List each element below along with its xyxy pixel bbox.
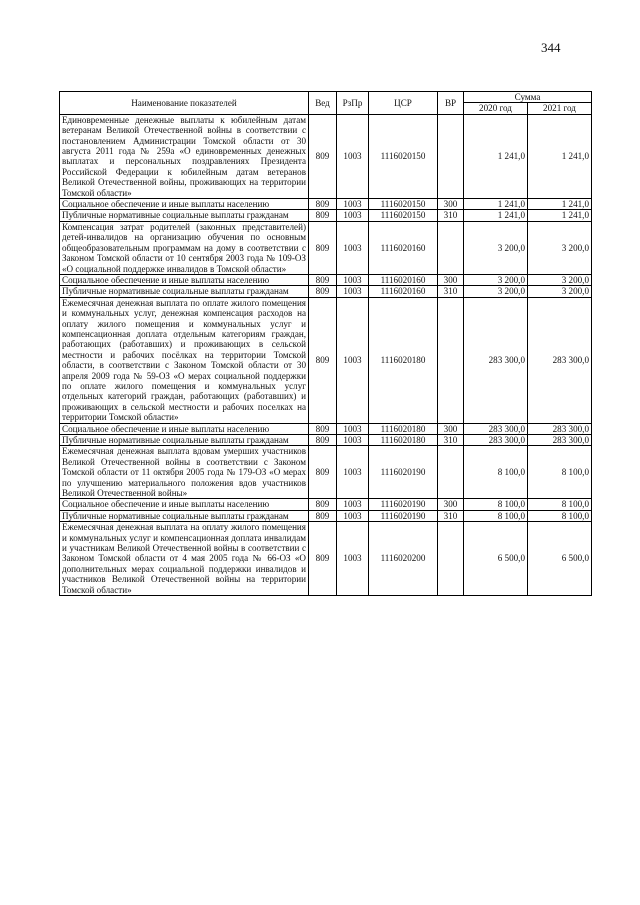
row-vr: 310 [438, 210, 464, 221]
row-name: Социальное обеспечение и иные выплаты населению [60, 199, 309, 210]
table-row [60, 114, 592, 198]
row-sum-2020: 283 300,0 [464, 423, 528, 434]
row-name: Социальное обеспечение и иные выплаты населению [60, 274, 309, 285]
row-csr: 1116020160 [369, 286, 438, 297]
row-sum-2020: 1 241,0 [464, 210, 528, 221]
row-sum-2020: 8 100,0 [464, 510, 528, 521]
row-sum-2020: 283 300,0 [464, 435, 528, 446]
row-rzpr: 1003 [337, 274, 369, 285]
row-vr [438, 522, 464, 596]
row-csr: 1116020180 [369, 423, 438, 434]
row-csr: 1116020160 [369, 274, 438, 285]
row-sum-2020: 6 500,0 [464, 522, 528, 596]
row-rzpr: 1003 [337, 499, 369, 510]
row-name: Компенсация затрат родителей (законных представителей) детей-инвалидов на организацию обучения по основным общеобразовательным программам на дому в соответствии с Законом Томской области от 10 сентября 2003 года № 109-ОЗ «О социальной поддержке инвалидов в Томской области» [60, 221, 309, 274]
row-sum-2021: 3 200,0 [528, 221, 592, 274]
row-vr [438, 221, 464, 274]
row-ved: 809 [309, 510, 337, 521]
table-row [60, 499, 592, 510]
row-ved: 809 [309, 297, 337, 423]
header-name: Наименование показателей [60, 92, 309, 115]
row-csr: 1116020190 [369, 510, 438, 521]
header-vr: ВР [438, 92, 464, 115]
row-csr: 1116020160 [369, 221, 438, 274]
row-rzpr: 1003 [337, 199, 369, 210]
budget-table [59, 91, 592, 596]
row-sum-2020: 1 241,0 [464, 199, 528, 210]
row-sum-2021: 283 300,0 [528, 297, 592, 423]
row-csr: 1116020150 [369, 114, 438, 198]
row-name: Социальное обеспечение и иные выплаты населению [60, 499, 309, 510]
row-rzpr: 1003 [337, 221, 369, 274]
row-sum-2020: 8 100,0 [464, 499, 528, 510]
row-ved: 809 [309, 274, 337, 285]
row-vr: 300 [438, 274, 464, 285]
page-number: 344 [541, 40, 561, 55]
row-csr: 1116020200 [369, 522, 438, 596]
row-name: Единовременные денежные выплаты к юбилейным датам ветеранам Великой Отечественной войны в соответствии с постановлением Администрации Томской области от 30 августа 2011 года № 259а «О единовременных денежных выплатах и персональных поздравлениях Президента Российской Федерации к юбилейным датам ветеранов Великой Отечественной войны, проживающих на территории Томской области» [60, 114, 309, 198]
row-rzpr: 1003 [337, 435, 369, 446]
table-row [60, 286, 592, 297]
header-year-2021: 2021 год [528, 103, 592, 114]
row-sum-2021: 1 241,0 [528, 210, 592, 221]
table-body [60, 114, 592, 595]
row-sum-2020: 3 200,0 [464, 286, 528, 297]
row-vr: 310 [438, 435, 464, 446]
header-rzpr: РзПр [337, 92, 369, 115]
row-csr: 1116020150 [369, 210, 438, 221]
row-vr: 300 [438, 423, 464, 434]
table-row [60, 274, 592, 285]
row-sum-2021: 8 100,0 [528, 510, 592, 521]
row-vr [438, 114, 464, 198]
row-name: Ежемесячная денежная выплата на оплату жилого помещения и коммунальных услуг и компенсационная доплата инвалидам и участникам Великой Отечественной войны в соответствии с Законом Томской области от 4 мая 2005 года № 66-ОЗ «О дополнительных мерах социальной поддержки инвалидов и участников Великой Отечественной войны на территории Томской области» [60, 522, 309, 596]
row-vr [438, 297, 464, 423]
table-row [60, 210, 592, 221]
row-sum-2020: 1 241,0 [464, 114, 528, 198]
row-rzpr: 1003 [337, 297, 369, 423]
row-name: Социальное обеспечение и иные выплаты населению [60, 423, 309, 434]
row-sum-2021: 283 300,0 [528, 423, 592, 434]
row-rzpr: 1003 [337, 510, 369, 521]
row-ved: 809 [309, 522, 337, 596]
row-csr: 1116020190 [369, 446, 438, 499]
table-row [60, 446, 592, 499]
row-csr: 1116020180 [369, 435, 438, 446]
row-vr: 310 [438, 510, 464, 521]
header-ved: Вед [309, 92, 337, 115]
row-csr: 1116020150 [369, 199, 438, 210]
row-ved: 809 [309, 435, 337, 446]
row-ved: 809 [309, 114, 337, 198]
row-vr: 310 [438, 286, 464, 297]
row-sum-2021: 3 200,0 [528, 274, 592, 285]
row-sum-2020: 3 200,0 [464, 221, 528, 274]
row-name: Публичные нормативные социальные выплаты гражданам [60, 210, 309, 221]
row-rzpr: 1003 [337, 210, 369, 221]
table-header [60, 92, 592, 115]
row-vr: 300 [438, 199, 464, 210]
row-name: Публичные нормативные социальные выплаты гражданам [60, 435, 309, 446]
row-rzpr: 1003 [337, 286, 369, 297]
table-row [60, 522, 592, 596]
row-vr [438, 446, 464, 499]
row-sum-2021: 8 100,0 [528, 499, 592, 510]
row-name: Публичные нормативные социальные выплаты гражданам [60, 510, 309, 521]
row-rzpr: 1003 [337, 446, 369, 499]
table-row [60, 435, 592, 446]
row-ved: 809 [309, 499, 337, 510]
row-rzpr: 1003 [337, 423, 369, 434]
table-row [60, 423, 592, 434]
row-name: Ежемесячная денежная выплата вдовам умерших участников Великой Отечественной войны в соответствии с Законом Томской области от 11 октября 2005 года № 179-ОЗ «О мерах по улучшению материального положения вдов участников Великой Отечественной войны» [60, 446, 309, 499]
row-csr: 1116020190 [369, 499, 438, 510]
row-ved: 809 [309, 210, 337, 221]
row-sum-2021: 1 241,0 [528, 114, 592, 198]
header-csr: ЦСР [369, 92, 438, 115]
row-sum-2021: 1 241,0 [528, 199, 592, 210]
row-ved: 809 [309, 423, 337, 434]
row-sum-2021: 3 200,0 [528, 286, 592, 297]
row-rzpr: 1003 [337, 114, 369, 198]
row-rzpr: 1003 [337, 522, 369, 596]
table-row [60, 199, 592, 210]
row-csr: 1116020180 [369, 297, 438, 423]
row-sum-2021: 6 500,0 [528, 522, 592, 596]
row-ved: 809 [309, 286, 337, 297]
row-vr: 300 [438, 499, 464, 510]
row-ved: 809 [309, 199, 337, 210]
header-year-2020: 2020 год [464, 103, 528, 114]
row-sum-2020: 8 100,0 [464, 446, 528, 499]
row-sum-2021: 8 100,0 [528, 446, 592, 499]
row-sum-2021: 283 300,0 [528, 435, 592, 446]
row-sum-2020: 283 300,0 [464, 297, 528, 423]
row-name: Ежемесячная денежная выплата по оплате жилого помещения и коммунальных услуг, денежная компенсация расходов на оплату жилого помещения и коммунальных услуг и компенсационная доплата отдельным категориям граждан, работающих (работавших) и проживающих в сельской местности и рабочих посёлках на территории Томской области, в соответствии с Законом Томской области от 30 апреля 2009 года № 59-ОЗ «О мерах социальной поддержки по оплате жилого помещения и коммунальных услуг отдельных категорий граждан, работающих (работавших) и проживающих в сельской местности и рабочих поселках на территории Томской области» [60, 297, 309, 423]
table-row [60, 297, 592, 423]
row-sum-2020: 3 200,0 [464, 274, 528, 285]
header-sum: Сумма [464, 92, 592, 103]
row-ved: 809 [309, 221, 337, 274]
table-row [60, 510, 592, 521]
table-row [60, 221, 592, 274]
row-name: Публичные нормативные социальные выплаты гражданам [60, 286, 309, 297]
row-ved: 809 [309, 446, 337, 499]
